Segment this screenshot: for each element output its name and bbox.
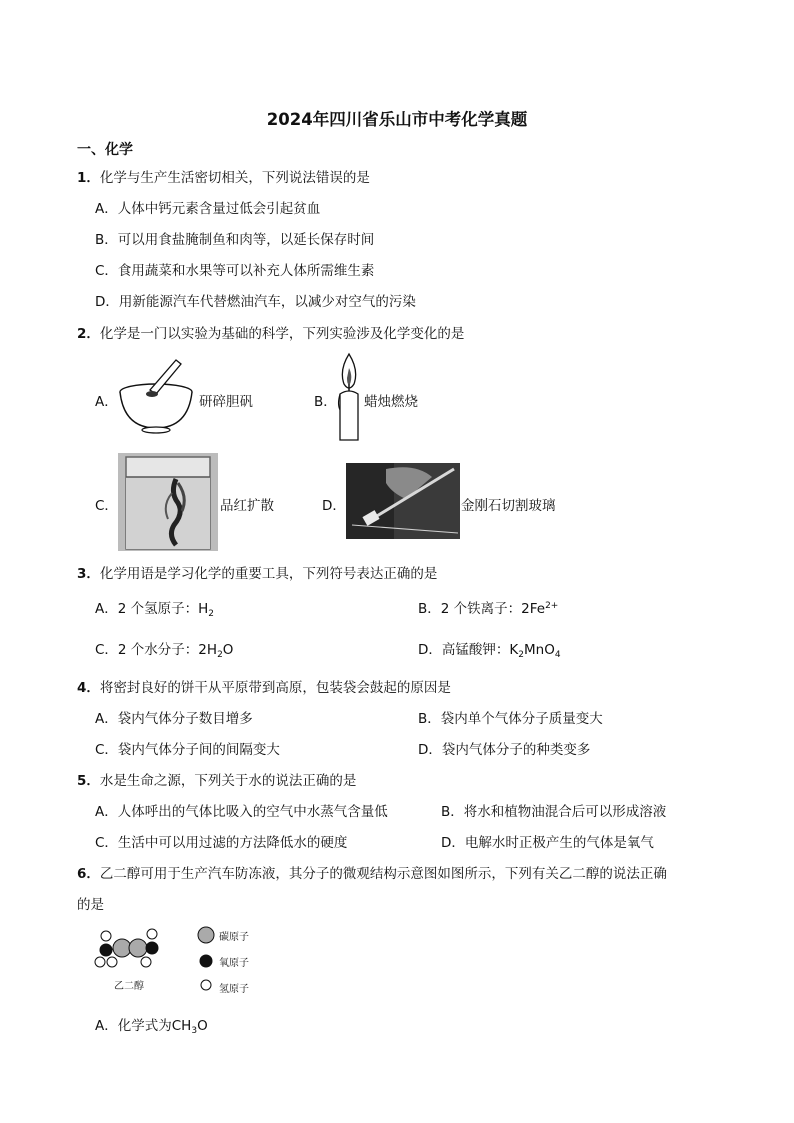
q3-option-b: B．2 个铁离子：$2Fe^{2+}$	[418, 601, 559, 617]
question-stem: 将密封良好的饼干从平原带到高原，包装袋会鼓起的原因是	[99, 680, 451, 696]
legend-oxygen: 氧原子	[219, 958, 249, 969]
q5-option-b: B．将水和植物油混合后可以形成溶液	[441, 804, 667, 820]
question-stem: 化学与生产生活密切相关，下列说法错误的是	[99, 170, 370, 186]
question-stem: 化学用语是学习化学的重要工具，下列符号表达正确的是	[99, 566, 438, 582]
candle-image	[334, 352, 364, 444]
atom-legend-icons	[196, 925, 216, 995]
question-number: 4．	[77, 680, 100, 696]
q3-option-d: D．高锰酸钾：$K_2MnO_4$	[418, 642, 561, 660]
q6-option-a: A．化学式为$CH_3O$	[95, 1018, 208, 1036]
diamond-glass-cutter-image	[346, 463, 460, 539]
question-stem: 水是生命之源，下列关于水的说法正确的是	[99, 773, 357, 789]
legend-carbon: 碳原子	[219, 932, 249, 943]
question-number: 6．	[77, 866, 100, 882]
q2-option-c-text: 品红扩散	[220, 498, 274, 514]
q5-option-c: C．生活中可以用过滤的方法降低水的硬度	[95, 835, 348, 851]
legend-hydrogen: 氢原子	[219, 984, 249, 995]
q2-option-c-letter: C．	[95, 498, 118, 514]
ethylene-glycol-molecule-image	[92, 924, 162, 972]
question-number: 2．	[77, 326, 100, 342]
page-title: 2024年四川省乐山市中考化学真题	[266, 110, 528, 129]
question-4	[77, 676, 451, 696]
q2-option-a-letter: A．	[95, 394, 118, 410]
question-stem: 化学是一门以实验为基础的科学，下列实验涉及化学变化的是	[99, 326, 465, 342]
q5-option-d: D．电解水时正极产生的气体是氧气	[441, 835, 654, 851]
q2-option-b-text: 蜡烛燃烧	[364, 394, 418, 410]
q4-option-d: D．袋内气体分子的种类变多	[418, 742, 591, 758]
question-2	[77, 322, 464, 342]
beaker-diffusion-image	[118, 453, 218, 551]
q2-option-d-letter: D．	[322, 498, 346, 514]
question-3	[77, 562, 437, 582]
question-stem: 乙二醇可用于生产汽车防冻液，其分子的微观结构示意图如图所示，下列有关乙二醇的说法正确	[99, 866, 667, 882]
question-number: 5．	[77, 773, 100, 789]
q1-option-a: A．人体中钙元素含量过低会引起贫血	[95, 201, 321, 217]
q1-option-c: C．食用蔬菜和水果等可以补充人体所需维生素	[95, 263, 375, 279]
q1-option-d: D．用新能源汽车代替燃油汽车，以减少对空气的污染	[95, 294, 416, 310]
question-number: 1．	[77, 170, 100, 186]
q2-option-a-text: 研碎胆矾	[199, 394, 253, 410]
q2-option-b-letter: B．	[314, 394, 337, 410]
molecule-label: 乙二醇	[114, 981, 144, 992]
q4-option-c: C．袋内气体分子间的间隔变大	[95, 742, 280, 758]
question-5	[77, 769, 356, 789]
q5-option-a: A．人体呼出的气体比吸入的空气中水蒸气含量低	[95, 804, 388, 820]
question-6	[77, 862, 667, 882]
question-number: 3．	[77, 566, 100, 582]
q3-option-c: C．2 个水分子：$2H_2O$	[95, 642, 234, 660]
q4-option-a: A．袋内气体分子数目增多	[95, 711, 253, 727]
question-1	[77, 166, 370, 186]
q2-option-d-text: 金刚石切割玻璃	[461, 498, 556, 514]
question-6-continued: 的是	[77, 897, 104, 913]
mortar-pestle-image	[114, 356, 198, 436]
q3-option-a: A．2 个氢原子：$H_2$	[95, 601, 215, 619]
section-heading: 一、化学	[77, 142, 133, 158]
q1-option-b: B．可以用食盐腌制鱼和肉等，以延长保存时间	[95, 232, 375, 248]
q4-option-b: B．袋内单个气体分子质量变大	[418, 711, 603, 727]
